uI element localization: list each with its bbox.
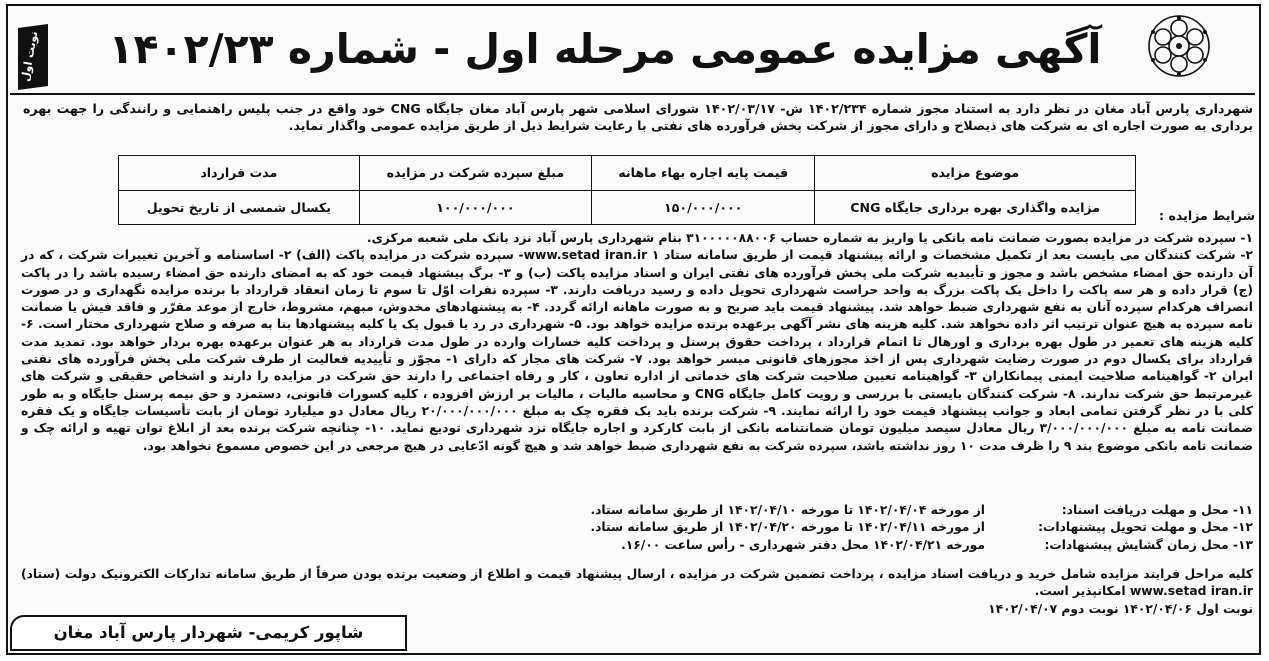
schedule-row	[253, 502, 1253, 519]
schedule-value: مورخه ۱۴۰۲/۰۴/۲۱ محل دفتر شهرداری - رأس ساعت ۱۶/۰۰.	[621, 537, 985, 552]
schedule-row	[253, 519, 1253, 536]
table-header-cell: قیمت پایه اجاره بهاء ماهانه	[592, 156, 815, 191]
intro-text: در نظر دارد به استناد مجوز شماره ۱۴۰۲/۲۳۴ ش- ۱۴۰۲/۰۳/۱۷ شورای اسلامی شهر پارس آباد مغان جایگاه CNG خود واقع در جنب پلیس راهنمایی و رانندگی را جهت بهره برداری به صورت اجاره ای به شرکت های ذیصلاح و دارای مجوز از شرکت پخش فرآورده های نفتی با رعایت شرایط ذیل از طریق مزایده عمومی واگذار نماید.	[23, 101, 1253, 133]
table-header-cell: مبلغ سپرده شرکت در مزایده	[359, 156, 591, 191]
table-cell: یکسال شمسی از تاریخ تحویل	[119, 190, 360, 225]
municipality-logo-icon	[1143, 10, 1215, 82]
schedule-label: ۱۲- محل و مهلت تحویل پیشنهادات:	[1038, 520, 1253, 535]
publication-dates: نوبت اول ۱۴۰۲/۰۴/۰۶ نوبت دوم ۱۴۰۲/۰۴/۰۷	[988, 602, 1253, 616]
badge-text: نوبت اول	[18, 30, 41, 83]
schedule-value: از مورخه ۱۴۰۲/۰۴/۰۴ تا مورخه ۱۴۰۲/۰۴/۱۰ از طریق سامانه ستاد.	[590, 503, 985, 517]
table-cell: ۱۰۰/۰۰۰/۰۰۰	[359, 190, 591, 225]
table-cell: مزایده واگذاری بهره برداری جایگاه CNG	[815, 190, 1136, 225]
table-header-cell: موضوع مزایده	[815, 156, 1136, 191]
table-header-row	[119, 156, 1136, 191]
schedule-row	[253, 537, 1253, 554]
schedule-label: ۱۳- محل زمان گشایش پیشنهادات:	[1044, 537, 1253, 552]
intro-paragraph	[23, 100, 1253, 134]
page-title: آگهی مزایده عمومی مرحله اول - شماره ۱۴۰۲/۲۳	[108, 25, 1102, 73]
auction-table	[118, 155, 1136, 225]
title-divider	[10, 93, 1255, 95]
closing-paragraph: کلیه مراحل فرایند مزایده شامل خرید و دریافت اسناد مزایده ، پرداخت تضمین شرکت در مزایده ، ارسال پیشنهاد قیمت و اطلاع از وضعیت برنده بودن صرفاً از طریق سامانه تدارکات الکترونیک دولت (ستاد) www.setad iran.ir امکانپذیر است.	[21, 567, 1253, 598]
table-row	[119, 190, 1136, 225]
schedule-list	[253, 502, 1253, 554]
table-cell: ۱۵۰/۰۰۰/۰۰۰	[592, 190, 815, 225]
conditions-label: شرایط مزایده :	[1159, 208, 1255, 223]
condition-item: ۲- شرکت کنندگان می بایست بعد از تکمیل مشخصات و ارائه پیشنهاد قیمت از طریق سامانه ستاد www.setad iran.ir ۱- سپرده شرکت در مزایده پاکت (الف) ۲- اساسنامه و آخرین تغییرات شرکت ، که در آن دارنده حق امضاء مشخص باشد و مجوز و تأییدیه شرکت ملی پخش فرآورده های نفتی ایران و اسناد مزایده پاکت (ب) و ۳- برگ پیشنهاد قیمت خود که به امضای دارنده حق امضاء رسیده باشد را در پاکت (ج) قرار داده و هر سه پاکت را داخل یک پاکت بزرگ به واحد حراست شهرداری تحویل داده و رسید دریافت دارند. ۳- سپرده نفرات اوّل تا سوم تا زمان انعقاد قرارداد با برنده مزایده نگهداری و در صورت انصراف هرکدام سپرده آنان به نفع شهرداری ضبط خواهد شد. پیشنهاد قیمت باید صریح و به صورت ماهانه ارائه گردد. ۴- به پیشنهادهای مخدوش، مبهم، مشروط، خارج از موعد مقرّر و فاقد فیش یا ضمانت نامه سپرده به هیچ عنوان ترتیب اثر داده نخواهد شد. کلیه هزینه های نشر آگهی برعهده برنده مزایده خواهد بود. ۵- شهرداری در رد یا قبول یک یا کلیه پیشنهادها بنا به صرفه و صلاح شهرداری مختار است. ۶- کلیه هزینه های تعمیر در طول بهره برداری و اورهال تا اتمام قرارداد ، پرداخت حقوق پرسنل و پرداخت کلیه خسارات وارده در طول مدت قرارداد به هر عنوان برعهده بهره بردار خواهد بود. تمدید مدت قرارداد برای یکسال دوم در صورت رضایت شهرداری پس از اخذ مجوزهای قانونی میسر خواهد بود. ۷- شرکت های مجاز که دارای ۱- مجوّز و تأییدیه فعالیت از طرف شرکت ملی پخش فرآورده های نفتی ایران ۲- گواهینامه صلاحیت ایمنی پیمانکاران ۳- گواهینامه تعیین صلاحیت شرکت های خدماتی از اداره تعاون ، کار و رفاه اجتماعی را دارند حق شرکت در مزایده را دارند و اشخاص حقیقی و شرکت های غیرمرتبط حق شرکت ندارند. ۸- شرکت کنندگان بایستی با بررسی و رویت کامل جایگاه CNG و محاسبه مالیات ، مالیات بر ارزش افزوده ، کلیه کسورات قانونی، دستمزد و حق بیمه پرسنل جایگاه و به طور کلی با در نظر گرفتن تمامی ابعاد و جوانب پیشنهاد قیمت خود را ارائه نمایند. ۹- شرکت برنده باید یک فقره چک به مبلغ ۲۰/۰۰۰/۰۰۰/۰۰۰ ریال معادل دو میلیارد تومان از بابت تأسیسات جایگاه و یک فقره ضمانت نامه به مبلغ ۳/۰۰۰/۰۰۰/۰۰۰ ریال معادل سیصد میلیون تومان ضمانتنامه بانکی از بابت کارکرد و اجاره جایگاه نزد شهرداری تودیع نماید. ۱۰- چنانچه شرکت برنده بعد از ابلاغ توان تهیه و ارائه چک و ضمانت نامه بانکی موضوع بند ۹ را ظرف مدت ۱۰ روز نداشته باشد، سپرده شرکت به نفع شهرداری ضبط خواهد شد و هیچ گونه ادّعایی در هیچ مرجعی در این خصوص مسموع نخواهد بود.	[21, 248, 1254, 453]
schedule-label: ۱۱- محل و مهلت دریافت اسناد:	[1061, 503, 1253, 517]
condition-item: ۱- سپرده شرکت در مزایده بصورت ضمانت نامه بانکی یا واریز به شماره حساب ۳۱۰۰۰۰۰۸۸۰۰۶ بنام شهرداری پارس آباد نزد بانک ملی شعبه مرکزی.	[366, 231, 1253, 245]
schedule-value: از مورخه ۱۴۰۲/۰۴/۱۱ تا مورخه ۱۴۰۲/۰۴/۲۰ از طریق سامانه ستاد.	[590, 520, 985, 535]
conditions-body	[21, 230, 1253, 455]
intro-lead: شهرداری پارس آباد مغان	[1094, 101, 1253, 116]
table-header-cell: مدت قرارداد	[119, 156, 360, 191]
first-publication-badge	[14, 22, 52, 92]
signature-box: شاپور کریمی- شهردار پارس آباد مغان	[10, 615, 407, 651]
